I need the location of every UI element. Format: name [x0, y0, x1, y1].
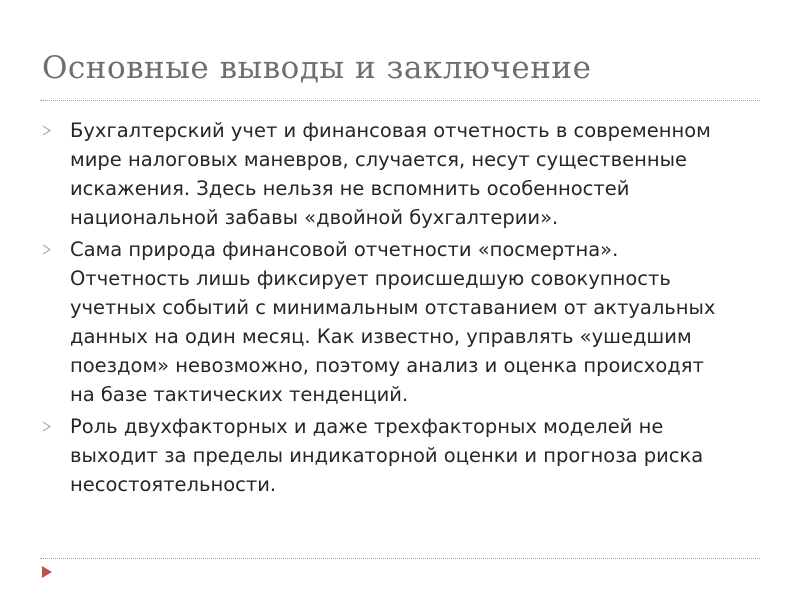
bullet-item	[42, 235, 732, 409]
bullet-item	[42, 412, 732, 499]
bullet-text: Бухгалтерский учет и финансовая отчетность в современном мире налоговых маневров, случается, несут существенные искажения. Здесь нельзя не вспомнить особенностей национальной забавы «двойной бухгалтерии».	[70, 119, 711, 229]
bullet-chevron-icon	[42, 412, 56, 441]
title-divider	[40, 100, 760, 101]
bullet-text: Сама природа финансовой отчетности «посмертна». Отчетность лишь фиксирует происшедшую совокупность учетных событий с минимальным отставанием от актуальных данных на один месяц. Как известно, управлять «ушедшим поездом» невозможно, поэтому анализ и оценка происходят на базе тактических тенденций.	[70, 238, 716, 406]
bullet-chevron-icon	[42, 116, 56, 145]
slide-title: Основные выводы и заключение	[42, 50, 592, 86]
bullet-text: Роль двухфакторных и даже трехфакторных моделей не выходит за пределы индикаторной оценки и прогноза риска несостоятельности.	[70, 415, 704, 496]
bullet-list	[42, 116, 732, 502]
play-triangle-icon[interactable]	[41, 564, 53, 578]
bullet-item	[42, 116, 732, 232]
footer-divider	[40, 558, 760, 559]
bullet-chevron-icon	[42, 235, 56, 264]
